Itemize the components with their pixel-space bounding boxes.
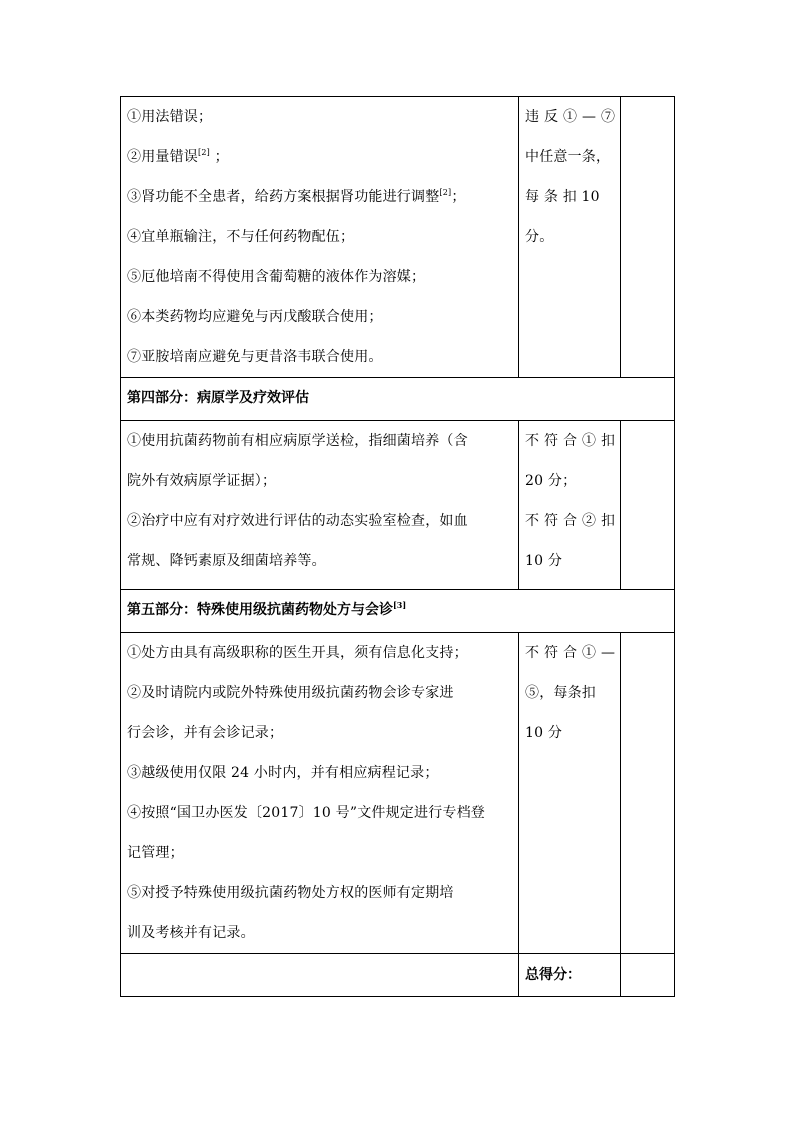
- criteria-item: ①使用抗菌药物前有相应病原学送检，指细菌培养（含: [127, 433, 468, 449]
- citation-ref: [3]: [393, 600, 407, 610]
- criteria-item: 常规、降钙素原及细菌培养等。: [127, 553, 326, 569]
- table-row: [121, 633, 675, 954]
- deduction-line: 违反①—⑦: [525, 109, 620, 125]
- criteria-item: 训及考核并有记录。: [127, 925, 255, 941]
- scoring-table: [120, 96, 675, 997]
- deduction-line: 不符合①—: [525, 645, 620, 661]
- total-score-value: [621, 954, 675, 997]
- deduction-line: 每 条 扣 10: [525, 189, 600, 205]
- criteria-item: 行会诊，并有会诊记录；: [127, 725, 284, 741]
- table-row: [121, 97, 675, 378]
- score-cell: [621, 97, 675, 378]
- criteria-item: ③越级使用仅限 24 小时内，并有相应病程记录；: [127, 765, 439, 781]
- criteria-item: ④按照“国卫办医发〔2017〕10 号”文件规定进行专档登: [127, 805, 486, 821]
- criteria-item: ③肾功能不全患者，给药方案根据肾功能进行调整[2]；: [127, 188, 466, 205]
- total-score-label: 总得分：: [519, 954, 621, 997]
- score-cell: [621, 421, 675, 590]
- criteria-cell: [121, 421, 519, 590]
- table-row: [121, 421, 675, 590]
- criteria-item: 记管理；: [127, 845, 184, 861]
- deduction-cell: [519, 97, 621, 378]
- deduction-line: 中任意一条，: [525, 149, 611, 165]
- deduction-line: ⑤，每条扣: [525, 685, 596, 701]
- criteria-item: ④宜单瓶输注，不与任何药物配伍；: [127, 229, 355, 245]
- criteria-cell: [121, 633, 519, 954]
- deduction-line: 10 分: [525, 725, 563, 741]
- section-header-row: [121, 590, 675, 633]
- criteria-item: ⑦亚胺培南应避免与更昔洛韦联合使用。: [127, 349, 383, 365]
- total-row: [121, 954, 675, 997]
- citation-ref: [2]: [439, 188, 452, 197]
- deduction-line: 不符合②扣: [525, 513, 620, 529]
- criteria-item: ②用量错误[2] ；: [127, 148, 229, 165]
- section-header-row: [121, 378, 675, 421]
- section-title: 第五部分：特殊使用级抗菌药物处方与会诊[3]: [121, 590, 675, 633]
- deduction-line: 10 分: [525, 553, 563, 569]
- criteria-item: ②及时请院内或院外特殊使用级抗菌药物会诊专家进: [127, 685, 454, 701]
- criteria-item: ①处方由具有高级职称的医生开具，须有信息化支持；: [127, 645, 468, 661]
- criteria-item: ⑤厄他培南不得使用含葡萄糖的液体作为溶媒；: [127, 269, 426, 285]
- deduction-line: 20 分；: [525, 473, 577, 489]
- empty-cell: [121, 954, 519, 997]
- criteria-cell: [121, 97, 519, 378]
- deduction-cell: [519, 633, 621, 954]
- criteria-item: ⑥本类药物均应避免与丙戊酸联合使用；: [127, 309, 383, 325]
- criteria-item: ②治疗中应有对疗效进行评估的动态实验室检查，如血: [127, 513, 468, 529]
- score-cell: [621, 633, 675, 954]
- criteria-item: ⑤对授予特殊使用级抗菌药物处方权的医师有定期培: [127, 885, 454, 901]
- citation-ref: [2]: [198, 148, 210, 157]
- deduction-line: 不符合①扣: [525, 433, 620, 449]
- section-title: 第四部分：病原学及疗效评估: [121, 378, 675, 421]
- deduction-line: 分。: [525, 229, 554, 245]
- criteria-item: ①用法错误；: [127, 109, 213, 125]
- deduction-cell: [519, 421, 621, 590]
- criteria-item: 院外有效病原学证据）；: [127, 473, 277, 489]
